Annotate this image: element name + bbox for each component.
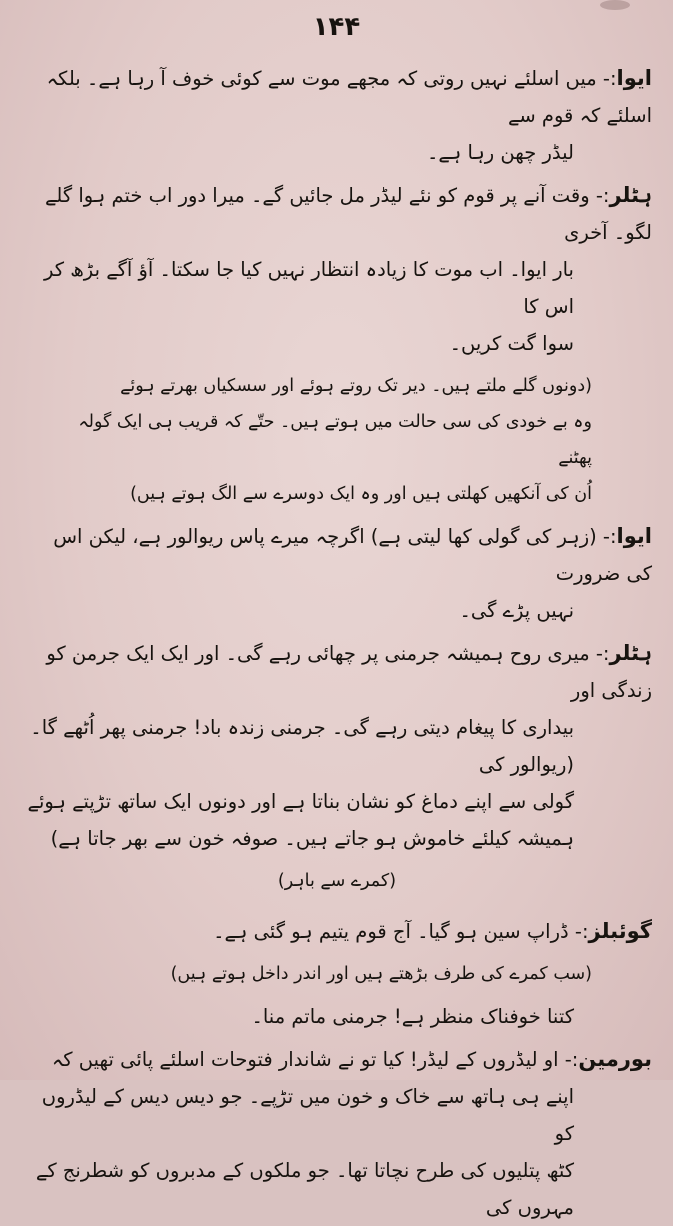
block-spacer xyxy=(22,899,652,913)
speaker-separator: :- xyxy=(568,920,589,943)
dialogue-block xyxy=(22,177,652,362)
stage-direction-block xyxy=(22,956,652,992)
dialogue-line: اپنے ہی ہاتھ سے خاک و خون میں تڑپے۔ جو دیس دیس کے لیڈروں کو xyxy=(41,1085,574,1145)
speaker-separator: :- xyxy=(558,1048,579,1071)
speaker-name: ایوا xyxy=(616,524,652,548)
dialogue-line: بار ایوا۔ اب موت کا زیادہ انتظار نہیں کیا جا سکتا۔ آؤ آگے بڑھ کر اس کا xyxy=(43,258,574,318)
dialogue-block xyxy=(22,518,652,629)
speaker-name: ہٹلر xyxy=(609,183,652,207)
stage-direction-line: (دونوں گلے ملتے ہیں۔ دیر تک روتے ہوئے اور سسکیاں بھرتے ہوئے xyxy=(120,376,592,396)
dialogue-text: (زہر کی گولی کھا لیتی ہے) اگرچہ میرے پاس ریوالور ہے، لیکن اس کی ضرورت xyxy=(53,525,652,585)
dialogue-text: ڈراپ سین ہو گیا۔ آج قوم یتیم ہو گئی ہے۔ xyxy=(213,920,569,943)
dialogue-text: میری روح ہمیشہ جرمنی پر چھائی رہے گی۔ اور ایک ایک جرمن کو زندگی اور xyxy=(46,642,652,702)
speaker-separator: :- xyxy=(589,642,610,665)
dialogue-line xyxy=(22,635,652,709)
page-number: ۱۴۴ xyxy=(312,12,361,42)
speaker-name: ہٹلر xyxy=(609,641,652,665)
dialogue-line: گولی سے اپنے دماغ کو نشان بناتا ہے اور دونوں ایک ساتھ تڑپتے ہوئے xyxy=(27,790,574,813)
page-stain xyxy=(600,0,630,10)
stage-direction-line: وہ بے خودی کی سی حالت میں ہوتے ہیں۔ حتّے کہ قریب ہی ایک گولہ پھٹنے xyxy=(78,412,592,468)
speaker-name: بورمین xyxy=(578,1047,652,1071)
speaker-name: گوئبلز xyxy=(588,919,652,943)
dialogue-block xyxy=(22,635,652,857)
dialogue-block xyxy=(22,1041,652,1226)
dialogue-line xyxy=(22,1041,652,1078)
dialogue-block xyxy=(22,913,652,950)
dialogue-line: کٹھ پتلیوں کی طرح نچاتا تھا۔ جو ملکوں کے مدبروں کو شطرنج کے مہروں کی xyxy=(35,1159,574,1219)
dialogue-text: میں اسلئے نہیں روتی کہ مجھے موت سے کوئی خوف آ رہا ہے۔ بلکہ اسلئے کہ قوم سے xyxy=(46,67,652,127)
dialogue-line: کتنا خوفناک منظر ہے! جرمنی ماتم منا۔ xyxy=(251,1005,574,1028)
dialogue-line: سوا گت کریں۔ xyxy=(449,332,574,355)
dialogue-text: او لیڈروں کے لیڈر! کیا تو نے شاندار فتوحات اسلئے پائی تھیں کہ xyxy=(51,1048,559,1071)
stage-direction-block xyxy=(22,863,652,899)
play-text xyxy=(22,60,652,1226)
dialogue-text: وقت آنے پر قوم کو نئے لیڈر مل جائیں گے۔ میرا دور اب ختم ہوا گلے لگو۔ آخری xyxy=(45,184,652,244)
stage-direction-line: (سب کمرے کی طرف بڑھتے ہیں اور اندر داخل ہوتے ہیں) xyxy=(170,964,592,984)
speaker-separator: :- xyxy=(596,67,617,90)
dialogue-line: ہمیشہ کیلئے خاموش ہو جاتے ہیں۔ صوفہ خون سے بھر جاتا ہے) xyxy=(50,827,574,850)
speaker-name: ایوا xyxy=(616,66,652,90)
speaker-separator: :- xyxy=(589,184,610,207)
dialogue-line xyxy=(22,518,652,592)
dialogue-line xyxy=(22,60,652,134)
dialogue-block xyxy=(22,60,652,171)
dialogue-line: نہیں پڑے گی۔ xyxy=(459,599,574,622)
stage-direction-block xyxy=(22,368,652,512)
dialogue-line: لیڈر چھن رہا ہے۔ xyxy=(426,141,574,164)
speaker-separator: :- xyxy=(596,525,617,548)
stage-direction-block xyxy=(22,998,652,1035)
stage-direction-line: اُن کی آنکھیں کھلتی ہیں اور وہ ایک دوسرے سے الگ ہوتے ہیں) xyxy=(130,484,592,504)
stage-direction-line: (کمرے سے باہر) xyxy=(277,871,397,891)
dialogue-line xyxy=(22,913,652,950)
dialogue-line xyxy=(22,177,652,251)
dialogue-line: بیداری کا پیغام دیتی رہے گی۔ جرمنی زندہ باد! جرمنی پھر اُٹھے گا۔ (ریوالور کی xyxy=(30,716,574,776)
